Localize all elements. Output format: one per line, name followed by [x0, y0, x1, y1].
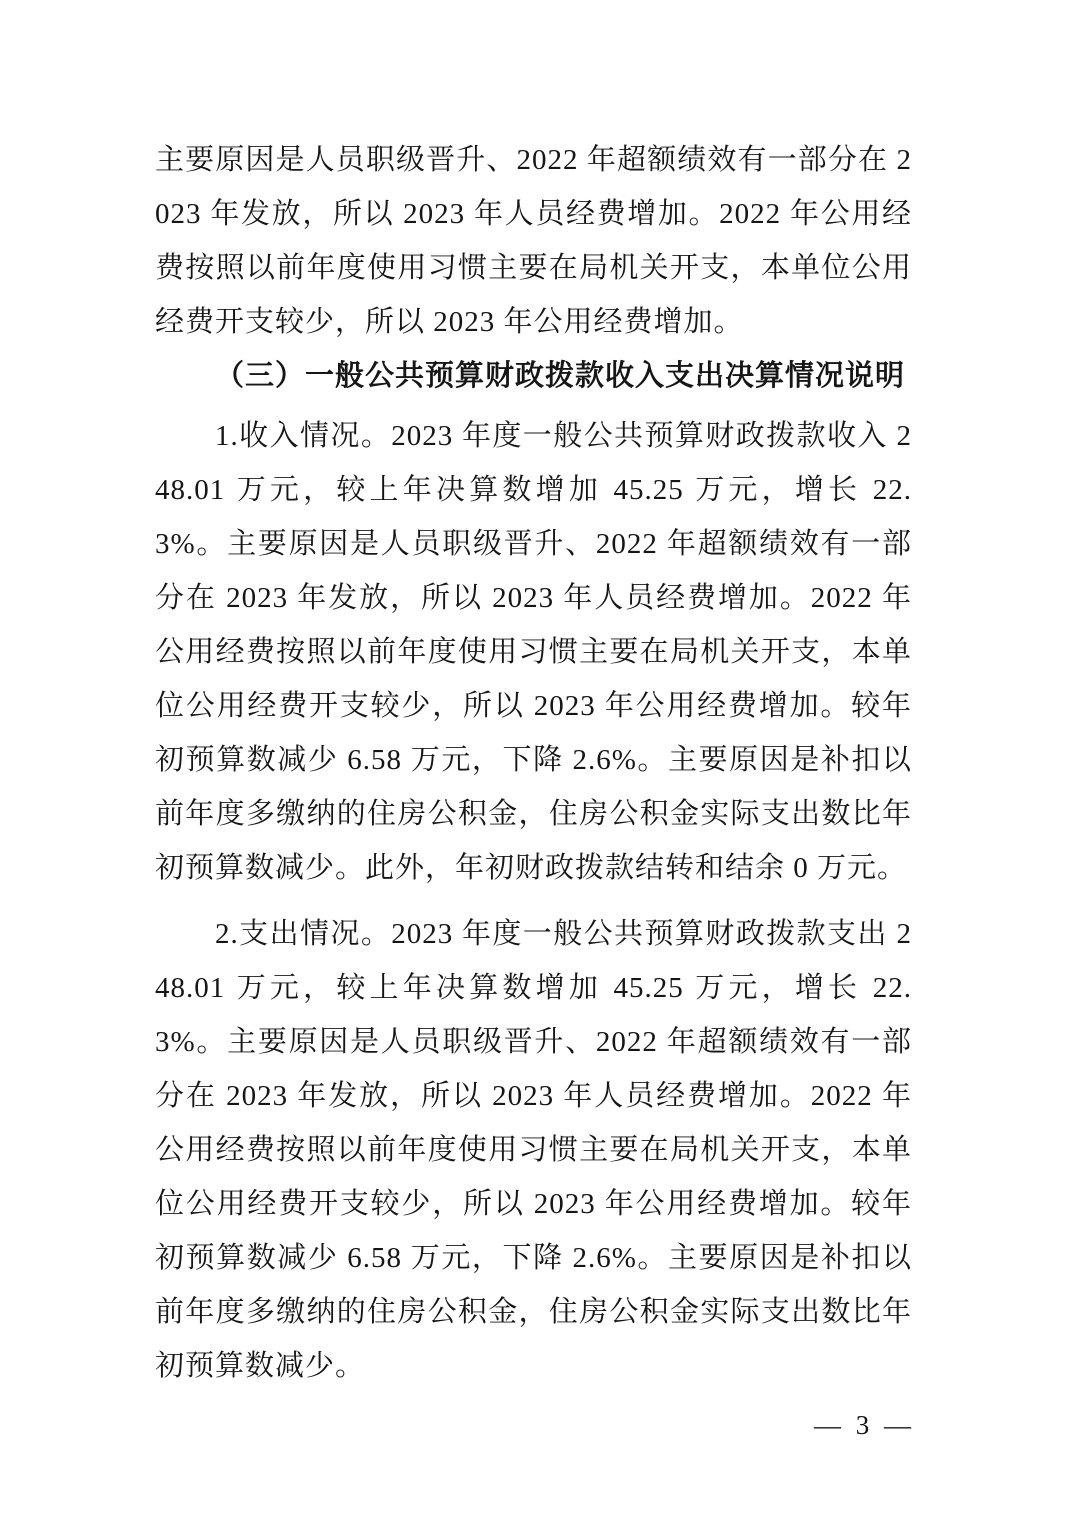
body-paragraph-income: 1.收入情况。2023 年度一般公共预算财政拨款收入 248.01 万元，较上年决算数增加 45.25 万元，增长 22.3%。主要原因是人员职级晋升、2022 年超额绩效有一部分在 2023 年发放，所以 2023 年人员经费增加。2022 年公用经费按照以前年度使用习惯主要在局机关开支，本单位公用经费开支较少，所以 2023 年公用经费增加。较年初预算数减少 6.58 万元，下降 2.6%。主要原因是补扣以前年度多缴纳的住房公积金，住房公积金实际支出数比年初预算数减少。此外，年初财政拨款结转和结余 0 万元。: [155, 420, 912, 884]
page-number: — 3 —: [814, 1410, 915, 1440]
body-paragraph-continuation: 主要原因是人员职级晋升、2022 年超额绩效有一部分在 2023 年发放，所以 2023 年人员经费增加。2022 年公用经费按照以前年度使用习惯主要在局机关开支，本单位公用经费开支较少，所以 2023 年公用经费增加。: [155, 144, 912, 338]
section-heading: （三）一般公共预算财政拨款收入支出决算情况说明: [215, 360, 906, 392]
page-footer: [814, 1410, 915, 1440]
document-body: [155, 133, 912, 1393]
body-paragraph-expenditure: 2.支出情况。2023 年度一般公共预算财政拨款支出 248.01 万元，较上年决算数增加 45.25 万元，增长 22.3%。主要原因是人员职级晋升、2022 年超额绩效有一部分在 2023 年发放，所以 2023 年人员经费增加。2022 年公用经费按照以前年度使用习惯主要在局机关开支，本单位公用经费开支较少，所以 2023 年公用经费增加。较年初预算数减少 6.58 万元，下降 2.6%。主要原因是补扣以前年度多缴纳的住房公积金，住房公积金实际支出数比年初预算数减少。: [155, 918, 912, 1382]
